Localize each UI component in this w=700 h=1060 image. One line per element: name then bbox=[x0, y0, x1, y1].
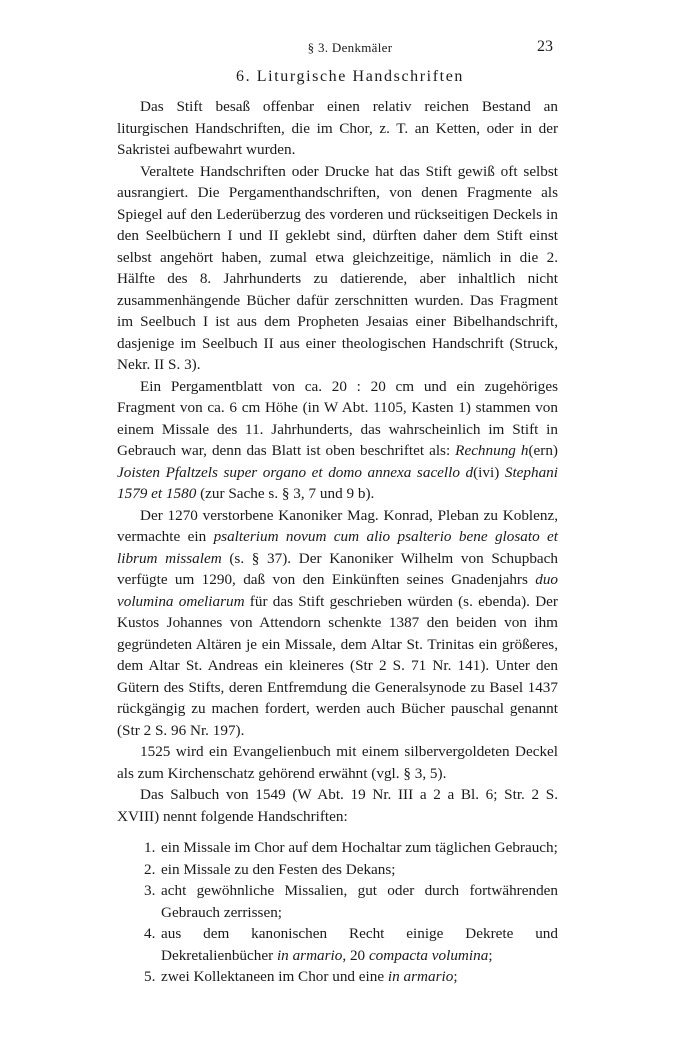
manuscript-list bbox=[117, 837, 558, 988]
text-run: Der 1270 verstorbene Kanoniker Mag. Konrad, Pleban zu Koblenz, vermachte ein bbox=[117, 506, 558, 545]
text-run: (ern) bbox=[528, 442, 558, 459]
italic-quote: duo volumina omeliarum bbox=[117, 571, 558, 610]
italic-quote: Joisten Pfaltzels super organo et domo annexa sacello d bbox=[117, 463, 474, 481]
list-text: ein Missale zu den Festen des Dekans; bbox=[161, 860, 396, 878]
section-title: 6. Liturgische Handschriften bbox=[235, 68, 464, 85]
text-run: (zur Sache s. § 3, 7 und 9 b). bbox=[196, 485, 375, 502]
italic-quote: psalterium novum cum alio psalterio bene glosato et librum missalem bbox=[117, 528, 559, 567]
list-number: 2. bbox=[144, 860, 156, 878]
italic-quote: Rechnung h bbox=[455, 442, 529, 459]
paragraph: 1525 wird ein Evangelienbuch mit einem silbervergoldeten Deckel als zum Kirchenschatz gehörend erwähnt (vgl. § 3, 5). bbox=[117, 743, 558, 782]
italic-quote: compacta volumina bbox=[368, 946, 489, 964]
italic-quote: in armario bbox=[387, 968, 454, 985]
paragraph: Das Stift besaß offenbar einen relativ reichen Bestand an liturgischen Handschriften, die im Chor, z. T. an Ketten, oder in der Sakristei aufbewahrt wurden. bbox=[117, 98, 558, 158]
list-item bbox=[117, 859, 558, 881]
italic-quote: in armario bbox=[276, 946, 343, 964]
text-run: ; bbox=[453, 968, 458, 985]
list-number: 5. bbox=[144, 968, 156, 985]
italic-quote: Stephani 1579 et 1580 bbox=[117, 463, 558, 502]
text-run: aus dem kanonischen Recht einige Dekrete und Dekretalienbücher bbox=[161, 925, 558, 964]
text-run: für das Stift geschrieben würden (s. ebenda). Der Kustos Johannes von Attendorn schenkte 1387 den beiden von ihm gegründeten Altären je ein Missale, dem Altar St. Trinitas ein größeres, dem Altar St. Andreas ein kleineres (Str 2 S. 71 Nr. 141). Unter den Gütern des Stifts, deren Entfremdung die Generalsynode zu Basel 1437 rückgängig zu machen fordert, werden auch Bücher pauschal genannt (Str 2 S. 96 Nr. 197). bbox=[117, 592, 558, 739]
list-item bbox=[117, 880, 558, 923]
text-run: (ivi) bbox=[473, 463, 505, 481]
running-head: § 3. Denkmäler bbox=[307, 40, 393, 55]
paragraph bbox=[117, 505, 558, 742]
page-number: 23 bbox=[537, 38, 553, 55]
text-run: (s. § 37). Der Kanoniker Wilhelm von Schupbach verfügte um 1290, daß von den Einkünften seines Gnadenjahrs bbox=[117, 549, 558, 588]
list-number: 3. bbox=[144, 882, 156, 899]
list-item bbox=[117, 837, 558, 859]
list-text: acht gewöhnliche Missalien, gut oder durch fortwährenden Gebrauch zerrissen; bbox=[161, 882, 558, 921]
page-header bbox=[0, 38, 700, 58]
list-number: 1. bbox=[144, 839, 156, 856]
text-run: ; bbox=[488, 946, 493, 964]
text-run: zwei Kollektaneen im Chor und eine bbox=[161, 968, 388, 985]
paragraph: Veraltete Handschriften oder Drucke hat das Stift gewiß oft selbst ausrangiert. Die Pergamenthandschriften, von denen Fragmente als Spiegel auf den Lederüberzug des vorderen und rückseitigen Deckels in den Seelbüchern I und II geklebt sind, dürften daher dem Stift einst selbst angehört haben, zumal etwa gleichzeitige, nämlich in die 2. Hälfte des 8. Jahrhunderts zu datierende, aber inhaltlich nicht zusammenhängende Bücher dafür zerschnitten wurden. Das Fragment im Seelbuch I ist aus dem Propheten Jesaias einer Bibelhandschrift, dasjenige im Seelbuch II aus einer theologischen Handschrift (Struck, Nekr. II S. 3). bbox=[117, 162, 558, 373]
list-item bbox=[117, 966, 558, 988]
text-run: Ein Pergamentblatt von ca. 20 : 20 cm und ein zugehöriges Fragment von ca. 6 cm Höhe (in W Abt. 1105, Kasten 1) stammen von einem Missale des 11. Jahrhunderts, das wahrscheinlich im Stift in Gebrauch war, denn das Blatt ist oben beschriftet als: bbox=[117, 377, 558, 459]
body-text bbox=[117, 96, 558, 988]
paragraph bbox=[117, 376, 558, 505]
text-run: , 20 bbox=[342, 946, 369, 964]
list-number: 4. bbox=[144, 925, 156, 942]
list-text: ein Missale im Chor auf dem Hochaltar zum täglichen Gebrauch; bbox=[161, 839, 558, 856]
paragraph: Das Salbuch von 1549 (W Abt. 19 Nr. III a 2 a Bl. 6; Str. 2 S. XVIII) nennt folgende Handschriften: bbox=[117, 786, 558, 825]
list-item bbox=[117, 923, 558, 966]
